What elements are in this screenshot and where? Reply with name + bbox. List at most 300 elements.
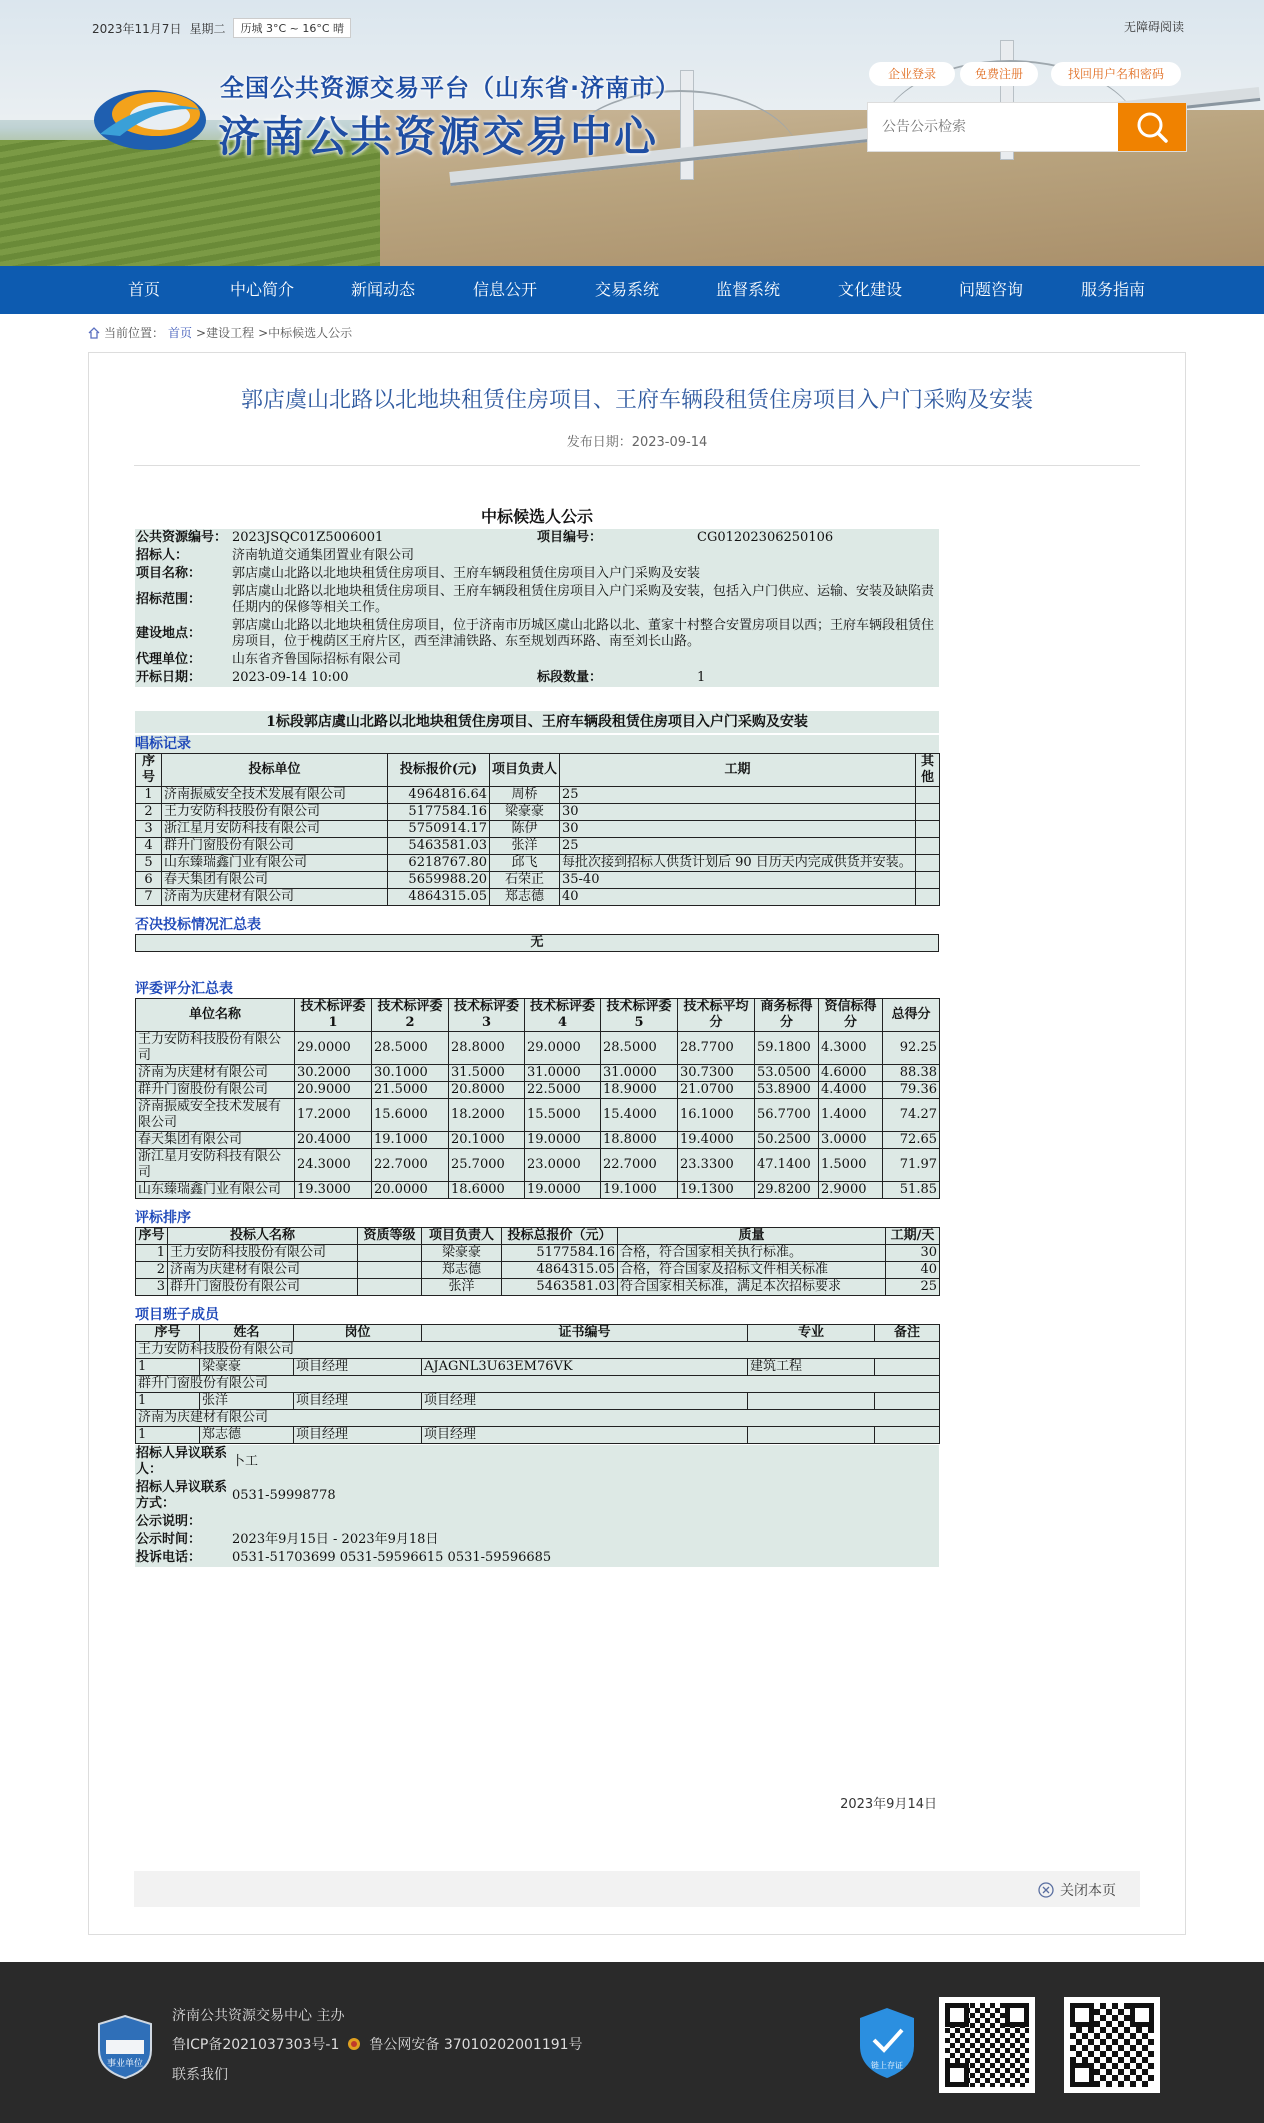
bid-cell [916,821,940,838]
score-cell: 4.6000 [819,1065,883,1082]
rank-row [136,1245,940,1262]
bid-cell: 6 [136,872,162,889]
article-panel [88,352,1186,1935]
bid-cell: 济南振威安全技术发展有限公司 [162,787,388,804]
bid-cell: 张洋 [490,838,560,855]
period-label: 公示时间： [136,1532,202,1547]
bid-record-table [135,753,940,906]
name-label: 项目名称： [136,566,202,581]
team-company: 群升门窗股份有限公司 [136,1376,940,1393]
rank-header-4: 投标总报价（元） [502,1228,618,1245]
score-cell: 19.4000 [678,1132,755,1149]
team-cell: 项目经理 [294,1427,422,1444]
score-cell: 群升门窗股份有限公司 [136,1082,295,1099]
team-company-row [136,1342,940,1359]
team-cell: 项目经理 [422,1393,748,1410]
close-icon [1038,1882,1054,1898]
score-row [136,1082,940,1099]
rank-cell: 张洋 [422,1279,502,1296]
score-cell: 28.5000 [601,1032,678,1065]
rank-cell [358,1279,422,1296]
score-cell: 4.4000 [819,1082,883,1099]
score-cell: 50.2500 [755,1132,819,1149]
team-cell: 张洋 [200,1393,294,1410]
rank-header-0: 序号 [136,1228,168,1245]
team-header-3: 证书编号 [422,1325,748,1342]
score-cell: 47.1400 [755,1149,819,1182]
score-cell: 19.1300 [678,1182,755,1199]
score-cell: 51.85 [883,1182,940,1199]
pr-no-label: 公共资源编号： [136,530,228,545]
home-icon [88,327,100,339]
sign-date: 2023年9月14日 [840,1797,937,1812]
rank-cell: 济南为庆建材有限公司 [168,1262,358,1279]
score-row [136,1132,940,1149]
score-cell: 15.6000 [372,1099,449,1132]
score-header-8: 资信标得分 [819,999,883,1032]
score-cell: 20.0000 [372,1182,449,1199]
police-badge-icon [347,2037,361,2051]
main-nav [0,266,1264,314]
team-member-row [136,1427,940,1444]
search-box [867,102,1187,152]
score-row [136,1099,940,1132]
score-cell: 31.0000 [601,1065,678,1082]
score-cell: 20.4000 [295,1132,372,1149]
search-button[interactable] [1118,103,1186,151]
proj-no-label: 项目编号： [537,530,603,545]
score-cell: 20.9000 [295,1082,372,1099]
score-cell: 56.7700 [755,1099,819,1132]
score-cell: 4.3000 [819,1032,883,1065]
score-cell: 28.7700 [678,1032,755,1065]
team-cell [875,1393,940,1410]
score-cell: 22.7000 [372,1149,449,1182]
team-cell [748,1393,875,1410]
team-cell: 1 [136,1359,200,1376]
team-cell: 项目经理 [294,1393,422,1410]
close-page-label: 关闭本页 [1060,1883,1116,1899]
top-info-bar [92,18,351,38]
scores-table [135,998,940,1199]
bid-cell [916,889,940,906]
score-cell: 59.1800 [755,1032,819,1065]
score-cell: 22.5000 [525,1082,601,1099]
bid-cell: 春天集团有限公司 [162,872,388,889]
bid-cell: 4864315.05 [388,889,490,906]
bid-header-4: 工期 [560,754,916,787]
score-cell: 18.6000 [449,1182,525,1199]
score-cell: 19.1000 [372,1132,449,1149]
period-value: 2023年9月15日 - 2023年9月18日 [232,1532,439,1547]
bid-cell: 浙江星月安防科技有限公司 [162,821,388,838]
note-value [231,1513,939,1531]
bid-row [136,889,940,906]
header-banner [0,0,1264,266]
team-member-row [136,1359,940,1376]
bid-header-0: 序号 [136,754,162,787]
phone-value: 0531-59998778 [232,1488,336,1503]
score-cell: 19.0000 [525,1182,601,1199]
score-row [136,1065,940,1082]
recover-account-link[interactable]: 找回用户名和密码 [1051,62,1181,86]
bid-header-5: 其他 [916,754,940,787]
register-link[interactable]: 免费注册 [960,62,1038,86]
score-row [136,1032,940,1065]
police-record-link[interactable]: 鲁公网安备 37010202001191号 [369,2037,583,2053]
bid-header-3: 项目负责人 [490,754,560,787]
bid-cell: 5659988.20 [388,872,490,889]
rank-cell: 5177584.16 [502,1245,618,1262]
bid-cell: 5750914.17 [388,821,490,838]
bid-cell: 王力安防科技股份有限公司 [162,804,388,821]
search-icon [1118,103,1186,151]
score-cell: 18.2000 [449,1099,525,1132]
team-cell: 1 [136,1393,200,1410]
bid-header-1: 投标单位 [162,754,388,787]
notice-content [135,505,939,1567]
rank-cell [358,1262,422,1279]
team-company-row [136,1410,940,1427]
bid-cell: 25 [560,787,916,804]
badge-text: 事业单位 [106,2059,144,2069]
bid-cell [916,855,940,872]
nav-consult[interactable]: 问题咨询 [958,280,1023,299]
site-value: 郭店虞山北路以北地块租赁住房项目，位于济南市历城区虞山北路以北、董家十村整合安置房项目以西；王府车辆段租赁住房项目，位于槐荫区王府片区，西至津浦铁路、东至规划西环路、南至刘长山路。 [232,618,935,649]
bid-cell [916,804,940,821]
team-header-4: 专业 [748,1325,875,1342]
pr-no-value: 2023JSQC01Z5006001 [232,530,384,545]
bid-cell: 4964816.64 [388,787,490,804]
rank-cell: 25 [886,1279,940,1296]
blockchain-cert-icon[interactable] [856,2006,918,2080]
tenderer-value: 济南轨道交通集团置业有限公司 [232,548,415,563]
site-label: 建设地点： [136,626,202,641]
rank-header-5: 质量 [618,1228,886,1245]
rank-header-6: 工期/天 [886,1228,940,1245]
rank-cell: 3 [136,1279,168,1296]
bid-row [136,804,940,821]
contact-us-link[interactable]: 联系我们 [172,2067,228,2083]
bid-cell: 5463581.03 [388,838,490,855]
score-cell: 19.0000 [525,1132,601,1149]
bid-cell: 30 [560,804,916,821]
score-cell: 山东臻瑞鑫门业有限公司 [136,1182,295,1199]
nav-culture[interactable]: 文化建设 [837,280,902,299]
nav-guide[interactable]: 服务指南 [1080,280,1145,299]
rank-header-1: 投标人名称 [168,1228,358,1245]
score-cell: 21.5000 [372,1082,449,1099]
cert-text: 链上存证 [871,2061,903,2070]
bid-cell [916,872,940,889]
score-header-6: 技术标平均分 [678,999,755,1032]
rank-cell: 1 [136,1245,168,1262]
accessibility-link[interactable]: 无障碍阅读 [1123,20,1184,34]
score-cell: 28.8000 [449,1032,525,1065]
team-cell [875,1427,940,1444]
team-cell [748,1427,875,1444]
phone-label: 招标人异议联系方式： [136,1480,228,1511]
footer-sponsor: 济南公共资源交易中心 主办 [172,2008,345,2024]
score-header-9: 总得分 [883,999,940,1032]
score-cell: 79.36 [883,1082,940,1099]
bid-row [136,855,940,872]
bid-row [136,787,940,804]
team-company: 济南为庆建材有限公司 [136,1410,940,1427]
score-cell: 1.5000 [819,1149,883,1182]
score-cell: 20.1000 [449,1132,525,1149]
scores-title: 评委评分汇总表 [135,981,233,997]
contact-value: 卜工 [232,1454,259,1469]
score-cell: 30.7300 [678,1065,755,1082]
team-title: 项目班子成员 [135,1307,219,1323]
score-cell: 1.4000 [819,1099,883,1132]
search-input[interactable] [868,103,1120,151]
tenderer-label: 招标人： [136,548,189,563]
score-cell: 19.1000 [601,1182,678,1199]
divider [134,465,1140,466]
bid-cell: 群升门窗股份有限公司 [162,838,388,855]
rank-cell: 群升门窗股份有限公司 [168,1279,358,1296]
score-cell: 29.0000 [525,1032,601,1065]
site-logo-icon[interactable] [90,74,208,156]
score-cell: 18.8000 [601,1132,678,1149]
rank-cell: 王力安防科技股份有限公司 [168,1245,358,1262]
rank-cell: 2 [136,1262,168,1279]
score-cell: 29.0000 [295,1032,372,1065]
open-value: 2023-09-14 10:00 [232,670,349,685]
rank-cell: 5463581.03 [502,1279,618,1296]
site-title: 济南公共资源交易中心 [218,112,659,161]
rank-row [136,1279,940,1296]
publish-date: 发布日期：2023-09-14 [566,435,708,450]
score-cell: 18.9000 [601,1082,678,1099]
reject-title: 否决投标情况汇总表 [135,917,261,933]
bid-cell: 石荣正 [490,872,560,889]
contact-table [135,1445,939,1567]
bid-cell: 4 [136,838,162,855]
team-cell: 郑志德 [200,1427,294,1444]
lot-title: 1标段郭店虞山北路以北地块租赁住房项目、王府车辆段租赁住房项目入户门采购及安装 [135,711,939,733]
team-cell [875,1359,940,1376]
team-company: 王力安防科技股份有限公司 [136,1342,940,1359]
score-cell: 15.5000 [525,1099,601,1132]
team-cell: 项目经理 [422,1427,748,1444]
rank-cell: 30 [886,1245,940,1262]
score-cell: 31.5000 [449,1065,525,1082]
reject-value: 无 [136,935,939,952]
qr-code-2-icon [1064,1997,1160,2093]
team-header-5: 备注 [875,1325,940,1342]
bid-cell: 40 [560,889,916,906]
score-cell: 济南振威安全技术发展有限公司 [136,1099,295,1132]
bid-cell: 35-40 [560,872,916,889]
open-label: 开标日期： [136,670,202,685]
weather-widget: 历城 3°C ~ 16°C 晴 [233,18,351,38]
bid-cell: 邱飞 [490,855,560,872]
nav-info[interactable]: 信息公开 [472,280,537,299]
score-cell: 28.5000 [372,1032,449,1065]
breadcrumb-current: >中标候选人公示 [258,326,353,340]
scope-value: 郭店虞山北路以北地块租赁住房项目、王府车辆段租赁住房项目入户门采购及安装，包括入户门供应、运输、安装及缺陷责任期内的保修等相关工作。 [232,584,935,615]
icp-link[interactable]: 鲁ICP备2021037303号-1 [172,2037,340,2053]
footer-record [172,2034,583,2054]
score-cell: 23.3300 [678,1149,755,1182]
score-header-3: 技术标评委3 [449,999,525,1032]
score-cell: 2.9000 [819,1182,883,1199]
team-cell: 建筑工程 [748,1359,875,1376]
agent-label: 代理单位： [136,652,202,667]
breadcrumb-construction[interactable]: >建设工程 [196,326,255,340]
rank-cell: 40 [886,1262,940,1279]
bid-row [136,821,940,838]
nav-trading[interactable]: 交易系统 [594,280,659,299]
reject-table [135,934,939,952]
rank-cell: 4864315.05 [502,1262,618,1279]
breadcrumb-prefix: 当前位置： [104,326,165,340]
score-cell: 浙江星月安防科技有限公司 [136,1149,295,1182]
score-cell: 92.25 [883,1032,940,1065]
bid-record-title: 唱标记录 [135,735,939,753]
score-cell: 53.8900 [755,1082,819,1099]
score-cell: 31.0000 [525,1065,601,1082]
bid-cell: 7 [136,889,162,906]
bid-row [136,872,940,889]
rank-cell [358,1245,422,1262]
score-cell: 济南为庆建材有限公司 [136,1065,295,1082]
bid-cell: 郑志德 [490,889,560,906]
note-label: 公示说明： [136,1514,202,1529]
rank-header-2: 资质等级 [358,1228,422,1245]
team-header-1: 姓名 [200,1325,294,1342]
score-cell: 19.3000 [295,1182,372,1199]
score-header-4: 技术标评委4 [525,999,601,1032]
team-cell: 项目经理 [294,1359,422,1376]
rank-cell: 郑志德 [422,1262,502,1279]
bid-cell [916,787,940,804]
score-cell: 29.8200 [755,1182,819,1199]
score-cell: 88.38 [883,1065,940,1082]
bid-cell: 3 [136,821,162,838]
bid-cell: 5177584.16 [388,804,490,821]
rank-cell: 合格，符合国家及招标文件相关标准 [618,1262,886,1279]
score-cell: 16.1000 [678,1099,755,1132]
score-cell: 74.27 [883,1099,940,1132]
team-table [135,1324,940,1444]
score-header-5: 技术标评委5 [601,999,678,1032]
ranking-title: 评标排序 [135,1210,191,1226]
score-cell: 王力安防科技股份有限公司 [136,1032,295,1065]
rank-cell: 符合国家相关标准，满足本次招标要求 [618,1279,886,1296]
score-header-2: 技术标评委2 [372,999,449,1032]
lots-label: 标段数量： [537,670,603,685]
contact-label: 招标人异议联系人： [136,1446,228,1477]
bid-header-2: 投标报价(元) [388,754,490,787]
score-cell: 23.0000 [525,1149,601,1182]
bid-cell: 陈伊 [490,821,560,838]
close-page-button[interactable] [1038,1880,1116,1900]
bid-cell: 梁豪豪 [490,804,560,821]
bid-cell [916,838,940,855]
score-header-0: 单位名称 [136,999,295,1032]
score-cell: 20.8000 [449,1082,525,1099]
nav-news[interactable]: 新闻动态 [350,280,415,299]
enterprise-login-link[interactable]: 企业登录 [869,62,955,86]
name-value: 郭店虞山北路以北地块租赁住房项目、王府车辆段租赁住房项目入户门采购及安装 [232,566,701,581]
lots-value: 1 [697,670,706,685]
bid-cell: 每批次接到招标人供货计划后 90 日历天内完成供货并安装。 [560,855,916,872]
bid-cell: 1 [136,787,162,804]
nav-home[interactable]: 首页 [127,280,160,299]
notice-title: 中标候选人公示 [480,507,593,526]
weekday-text: 星期二 [189,21,226,36]
score-cell: 17.2000 [295,1099,372,1132]
public-institution-badge-icon[interactable] [96,2014,154,2080]
breadcrumb [88,324,352,341]
score-cell: 3.0000 [819,1132,883,1149]
rank-header-3: 项目负责人 [422,1228,502,1245]
team-company-row [136,1376,940,1393]
bid-cell: 山东臻瑞鑫门业有限公司 [162,855,388,872]
score-row [136,1182,940,1199]
close-bar [134,1871,1140,1907]
site-footer [0,1962,1264,2123]
score-header-7: 商务标得分 [755,999,819,1032]
bid-cell: 25 [560,838,916,855]
score-cell: 30.2000 [295,1065,372,1082]
score-cell: 24.3000 [295,1149,372,1182]
score-header-1: 技术标评委1 [295,999,372,1032]
rank-cell: 合格，符合国家相关执行标准。 [618,1245,886,1262]
bid-cell: 2 [136,804,162,821]
site-subtitle: 全国公共资源交易平台（山东省·济南市） [220,74,681,102]
score-cell: 21.0700 [678,1082,755,1099]
agent-value: 山东省齐鲁国际招标有限公司 [232,652,402,667]
score-cell: 22.7000 [601,1149,678,1182]
nav-about[interactable]: 中心简介 [229,280,294,299]
score-cell: 25.7000 [449,1149,525,1182]
rank-cell: 梁豪豪 [422,1245,502,1262]
bid-cell: 济南为庆建材有限公司 [162,889,388,906]
nav-supervision[interactable]: 监督系统 [715,280,780,299]
score-cell: 春天集团有限公司 [136,1132,295,1149]
team-cell: AJAGNL3U63EM76VK [422,1359,748,1376]
complaint-label: 投诉电话： [136,1550,202,1565]
article-title: 郭店虞山北路以北地块租赁住房项目、王府车辆段租赁住房项目入户门采购及安装 [240,388,1033,413]
ranking-table [135,1227,940,1296]
team-cell: 1 [136,1427,200,1444]
scope-label: 招标范围： [136,592,202,607]
score-row [136,1149,940,1182]
qr-code-1-icon [939,1997,1035,2093]
team-header-0: 序号 [136,1325,200,1342]
project-info-table [135,529,939,687]
breadcrumb-home[interactable]: 首页 [168,326,193,340]
rank-row [136,1262,940,1279]
team-member-row [136,1393,940,1410]
proj-no-value: CG01202306250106 [697,530,834,545]
score-cell: 53.0500 [755,1065,819,1082]
bid-cell: 30 [560,821,916,838]
bid-cell: 5 [136,855,162,872]
team-cell: 梁豪豪 [200,1359,294,1376]
score-cell: 30.1000 [372,1065,449,1082]
bid-cell: 6218767.80 [388,855,490,872]
bid-cell: 周桥 [490,787,560,804]
score-cell: 15.4000 [601,1099,678,1132]
score-cell: 72.65 [883,1132,940,1149]
date-text: 2023年11月7日 [92,21,182,36]
